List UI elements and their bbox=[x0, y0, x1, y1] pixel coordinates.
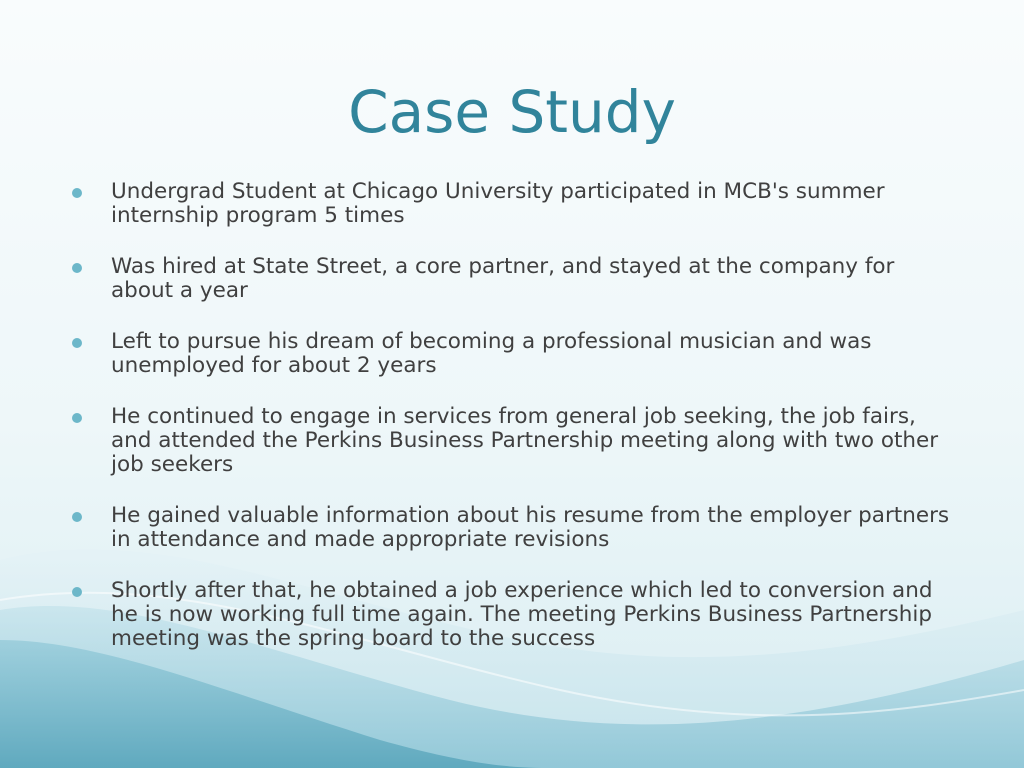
bullet-dot-icon bbox=[72, 188, 82, 198]
bullet-text: Shortly after that, he obtained a job experience which led to conversion and he is now working full time again. The meeting Perkins Business Partnership meeting was the spring board to the success bbox=[111, 578, 933, 651]
bullet-list bbox=[72, 180, 952, 678]
bullet-item bbox=[72, 180, 952, 228]
bullet-item bbox=[72, 255, 952, 303]
bullet-dot-icon bbox=[72, 512, 82, 522]
bullet-dot-icon bbox=[72, 587, 82, 597]
bullet-item bbox=[72, 330, 952, 378]
bullet-text: He continued to engage in services from general job seeking, the job fairs, and attended the Perkins Business Partnership meeting along with two other job seekers bbox=[111, 404, 939, 477]
bullet-text: Undergrad Student at Chicago University participated in MCB's summer internship program 5 times bbox=[111, 179, 885, 228]
bullet-item bbox=[72, 579, 952, 651]
bullet-text: He gained valuable information about his resume from the employer partners in attendance and made appropriate revisions bbox=[111, 503, 950, 552]
bullet-item bbox=[72, 504, 952, 552]
bullet-text: Left to pursue his dream of becoming a professional musician and was unemployed for about 2 years bbox=[111, 329, 872, 378]
slide-title: Case Study bbox=[348, 78, 676, 146]
bullet-text: Was hired at State Street, a core partner, and stayed at the company for about a year bbox=[111, 254, 895, 303]
bullet-dot-icon bbox=[72, 413, 82, 423]
bullet-item bbox=[72, 405, 952, 477]
bullet-dot-icon bbox=[72, 263, 82, 273]
bullet-dot-icon bbox=[72, 338, 82, 348]
